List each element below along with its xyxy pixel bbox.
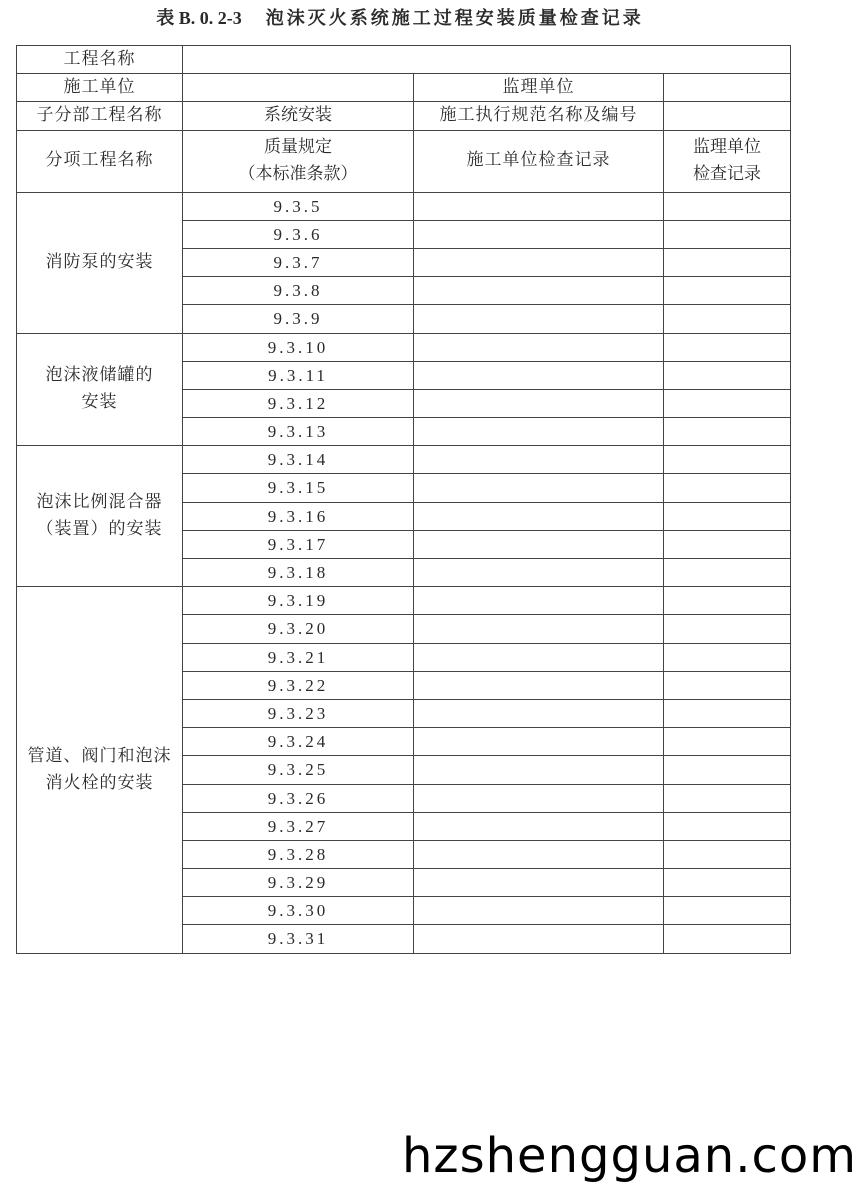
clause-cell: 9.3.7 [183,248,414,276]
construction-check-cell[interactable] [414,361,664,389]
supervision-check-cell[interactable] [664,615,791,643]
supervision-unit-label: 监理单位 [414,74,664,102]
construction-check-cell[interactable] [414,389,664,417]
item-name-cell [17,333,183,446]
table-row [17,333,791,361]
construction-unit-label: 施工单位 [17,74,183,102]
inspection-record-table [16,45,791,954]
supervision-unit-field[interactable] [664,74,791,102]
construction-check-cell[interactable] [414,502,664,530]
construction-check-cell[interactable] [414,756,664,784]
construction-check-cell[interactable] [414,897,664,925]
supervision-check-cell[interactable] [664,925,791,953]
supervision-check-cell[interactable] [664,220,791,248]
construction-check-header: 施工单位检查记录 [414,130,664,192]
item-name-cell [17,446,183,587]
supervision-check-cell[interactable] [664,756,791,784]
supervision-check-cell[interactable] [664,728,791,756]
supervision-check-cell[interactable] [664,530,791,558]
sub-project-value[interactable]: 系统安装 [183,102,414,130]
construction-check-cell[interactable] [414,559,664,587]
table-row [17,587,791,615]
supervision-check-cell[interactable] [664,840,791,868]
clause-cell: 9.3.6 [183,220,414,248]
clause-cell: 9.3.20 [183,615,414,643]
item-name-line2: 消火栓的安装 [45,772,154,793]
clause-cell: 9.3.5 [183,192,414,220]
project-name-field[interactable] [183,46,791,74]
item-name-line2: （装置）的安装 [36,519,163,540]
table-title: 泡沫灭火系统施工过程安装质量检查记录 [265,8,644,29]
standard-label: 施工执行规范名称及编号 [414,102,664,130]
supervision-check-cell[interactable] [664,559,791,587]
construction-check-cell[interactable] [414,474,664,502]
supervision-check-cell[interactable] [664,277,791,305]
standard-field[interactable] [664,102,791,130]
construction-check-cell[interactable] [414,699,664,727]
clause-cell: 9.3.30 [183,897,414,925]
construction-check-cell[interactable] [414,277,664,305]
construction-check-cell[interactable] [414,220,664,248]
clause-cell: 9.3.15 [183,474,414,502]
clause-cell: 9.3.10 [183,333,414,361]
item-name-line2: 安装 [81,392,118,413]
supervision-check-cell[interactable] [664,305,791,333]
item-name-cell [17,587,183,953]
construction-check-cell[interactable] [414,812,664,840]
quality-header-line1: 质量规定 [264,136,332,157]
supervision-header-line1: 监理单位 [693,136,761,157]
construction-check-cell[interactable] [414,192,664,220]
construction-check-cell[interactable] [414,671,664,699]
supervision-check-cell[interactable] [664,643,791,671]
clause-cell: 9.3.8 [183,277,414,305]
construction-check-cell[interactable] [414,587,664,615]
watermark: hzshengguan.com [402,1128,857,1184]
item-name-header: 分项工程名称 [17,130,183,192]
project-name-row [17,46,791,74]
column-header-row [17,130,791,192]
clause-cell: 9.3.13 [183,418,414,446]
construction-check-cell[interactable] [414,840,664,868]
table-row [17,446,791,474]
clause-cell: 9.3.12 [183,389,414,417]
clause-cell: 9.3.18 [183,559,414,587]
clause-cell: 9.3.16 [183,502,414,530]
construction-unit-row [17,74,791,102]
quality-header [183,130,414,192]
clause-cell: 9.3.29 [183,869,414,897]
sub-project-row [17,102,791,130]
clause-cell: 9.3.23 [183,699,414,727]
supervision-check-cell[interactable] [664,897,791,925]
project-name-label: 工程名称 [17,46,183,74]
clause-cell: 9.3.24 [183,728,414,756]
supervision-check-cell[interactable] [664,418,791,446]
supervision-check-cell[interactable] [664,699,791,727]
clause-cell: 9.3.31 [183,925,414,953]
supervision-check-cell[interactable] [664,192,791,220]
clause-cell: 9.3.9 [183,305,414,333]
item-name-cell [17,192,183,333]
supervision-check-cell[interactable] [664,474,791,502]
clause-cell: 9.3.25 [183,756,414,784]
quality-header-line2: （本标准条款） [238,164,358,185]
sub-project-label: 子分部工程名称 [17,102,183,130]
supervision-check-cell[interactable] [664,446,791,474]
construction-check-cell[interactable] [414,530,664,558]
clause-cell: 9.3.26 [183,784,414,812]
clause-cell: 9.3.11 [183,361,414,389]
construction-check-cell[interactable] [414,784,664,812]
supervision-check-cell[interactable] [664,248,791,276]
clause-cell: 9.3.21 [183,643,414,671]
clause-cell: 9.3.22 [183,671,414,699]
supervision-header-line2: 检查记录 [693,164,761,185]
clause-cell: 9.3.17 [183,530,414,558]
item-name-line1: 消防泵的安装 [45,251,154,272]
table-row [17,192,791,220]
supervision-check-cell[interactable] [664,361,791,389]
construction-check-cell[interactable] [414,305,664,333]
construction-check-cell[interactable] [414,615,664,643]
construction-unit-field[interactable] [183,74,414,102]
construction-check-cell[interactable] [414,333,664,361]
supervision-check-cell[interactable] [664,671,791,699]
clause-cell: 9.3.28 [183,840,414,868]
clause-cell: 9.3.27 [183,812,414,840]
supervision-check-cell[interactable] [664,389,791,417]
supervision-check-cell[interactable] [664,869,791,897]
clause-cell: 9.3.19 [183,587,414,615]
item-name-line1: 泡沫液储罐的 [45,365,154,386]
supervision-check-header [664,130,791,192]
construction-check-cell[interactable] [414,248,664,276]
construction-check-cell[interactable] [414,869,664,897]
supervision-check-cell[interactable] [664,333,791,361]
clause-cell: 9.3.14 [183,446,414,474]
supervision-check-cell[interactable] [664,812,791,840]
construction-check-cell[interactable] [414,728,664,756]
page-title [0,4,800,30]
item-name-line1: 管道、阀门和泡沫 [27,745,172,766]
supervision-check-cell[interactable] [664,784,791,812]
construction-check-cell[interactable] [414,925,664,953]
construction-check-cell[interactable] [414,418,664,446]
supervision-check-cell[interactable] [664,502,791,530]
table-number: 表 B. 0. 2-3 [156,8,242,28]
supervision-check-cell[interactable] [664,587,791,615]
item-name-line1: 泡沫比例混合器 [36,492,163,513]
construction-check-cell[interactable] [414,446,664,474]
construction-check-cell[interactable] [414,643,664,671]
